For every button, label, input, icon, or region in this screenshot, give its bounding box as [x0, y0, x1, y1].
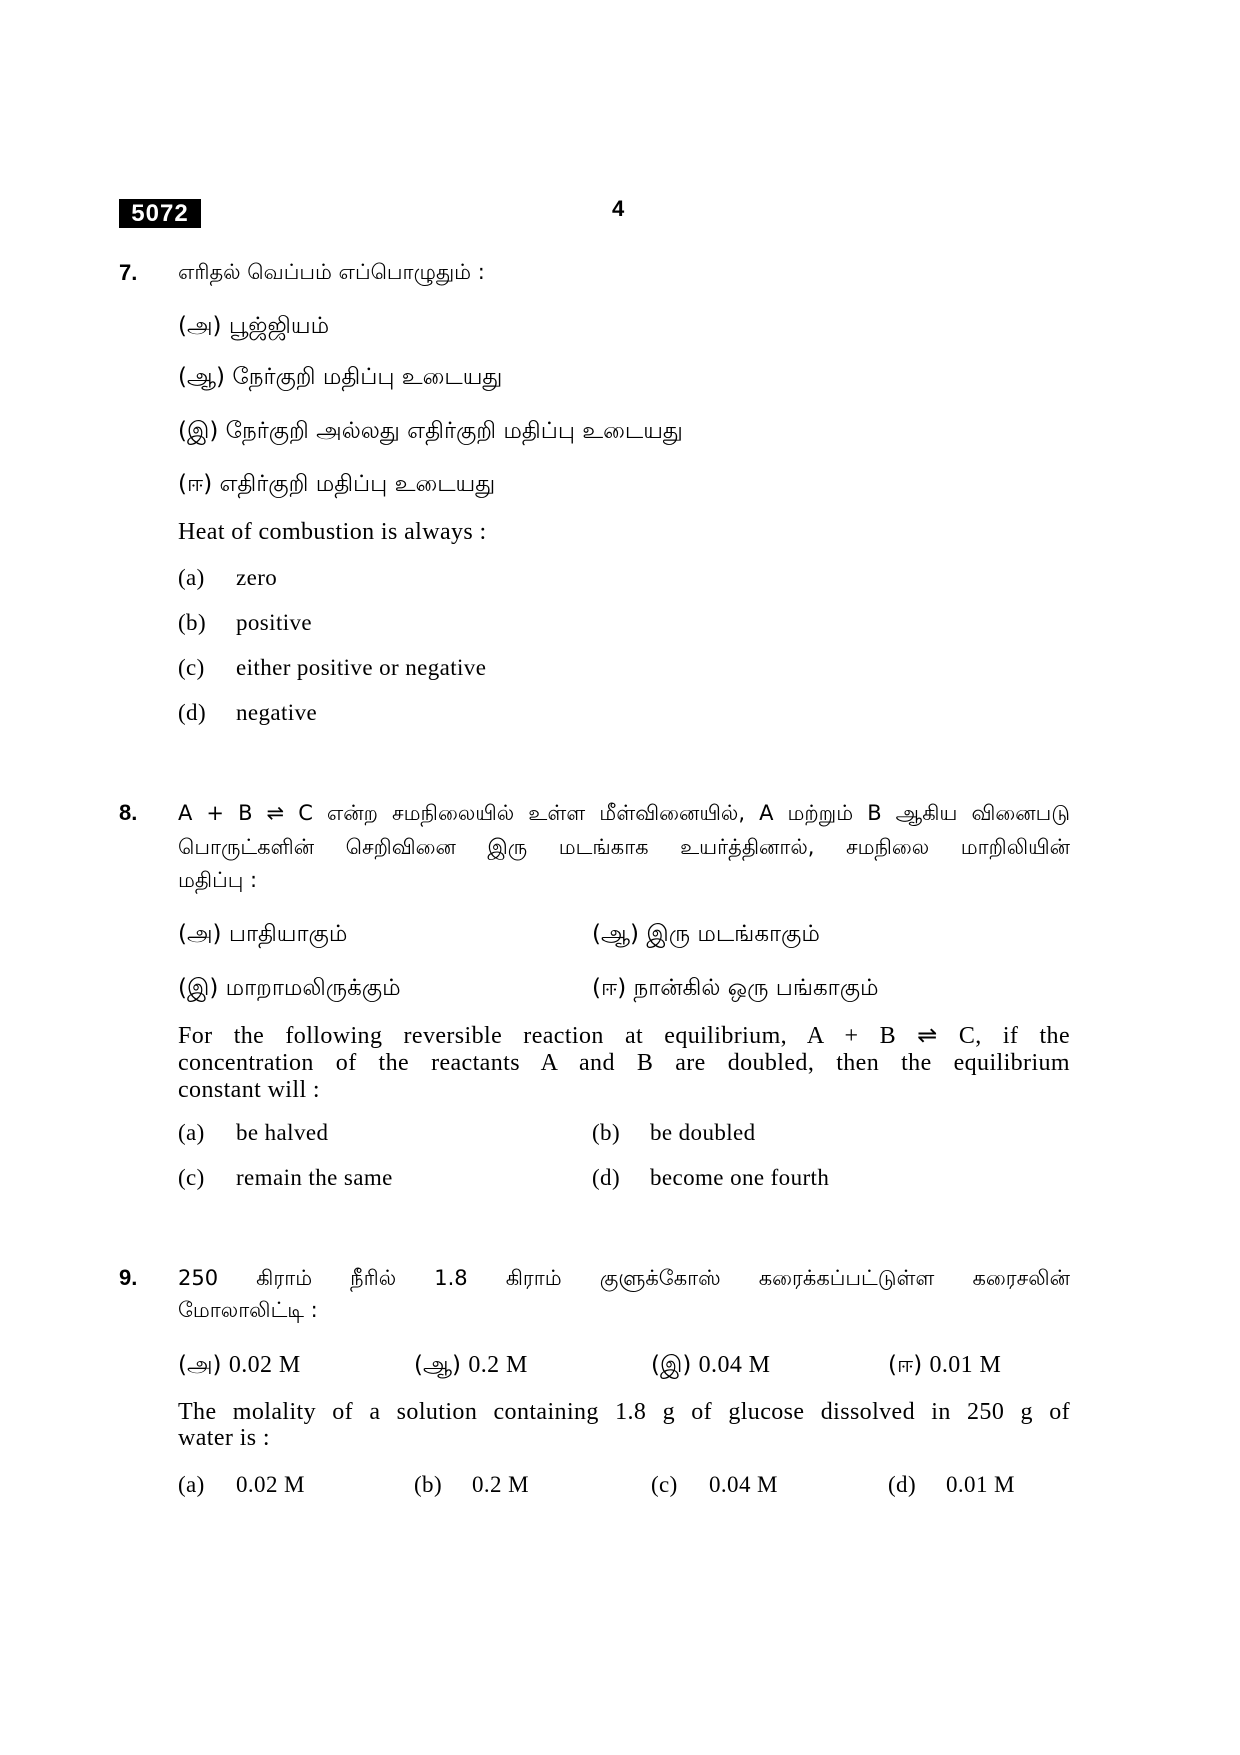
option-text: be halved	[236, 1120, 329, 1145]
question-7-english-option-d	[178, 700, 317, 726]
option-label: (d)	[888, 1472, 917, 1497]
question-8-english-stem-line-3: constant will :	[178, 1077, 320, 1103]
option-label: (a)	[178, 1472, 205, 1497]
option-text: remain the same	[236, 1165, 393, 1190]
question-9-english-option-b	[414, 1472, 529, 1498]
option-text: 0.01 M	[929, 1352, 1002, 1378]
option-label: (c)	[178, 1165, 205, 1190]
option-label: (இ)	[178, 418, 219, 444]
option-label: (ஆ)	[592, 921, 640, 947]
question-7-tamil-stem: எரிதல் வெப்பம் எப்பொழுதும் :	[178, 260, 485, 284]
option-text: எதிர்குறி மதிப்பு உடையது	[219, 471, 496, 497]
option-text: மாறாமலிருக்கும்	[225, 975, 401, 1001]
option-label: (இ)	[178, 975, 219, 1001]
option-text: பாதியாகும்	[228, 921, 348, 947]
question-7-english-option-a	[178, 565, 277, 591]
option-label: (அ)	[178, 921, 222, 947]
question-9-tamil-stem-line-2: மோலாலிட்டி :	[178, 1298, 318, 1322]
option-text: நேர்குறி மதிப்பு உடையது	[232, 364, 503, 390]
option-text: 0.01 M	[946, 1472, 1015, 1497]
option-text: either positive or negative	[236, 655, 487, 680]
question-9-english-stem-line-2: water is :	[178, 1425, 270, 1451]
question-9-number: 9.	[119, 1265, 138, 1290]
option-text: become one fourth	[650, 1165, 830, 1190]
option-label: (a)	[178, 1120, 205, 1145]
question-7-english-stem: Heat of combustion is always :	[178, 519, 487, 545]
option-label: (a)	[178, 565, 205, 590]
question-8-english-stem-line-1: For the following reversible reaction at equilibrium, A + B ⇌ C, if the	[178, 1023, 1070, 1049]
page-number: 4	[612, 196, 625, 221]
question-7-tamil-option-a	[178, 313, 329, 342]
option-text: 0.2 M	[468, 1352, 528, 1378]
option-label: (ஆ)	[178, 364, 226, 390]
question-8-english-option-a	[178, 1120, 328, 1146]
question-8-english-stem-line-2: concentration of the reactants A and B are doubled, then the equilibrium	[178, 1050, 1070, 1076]
question-9-english-option-a	[178, 1472, 305, 1498]
question-8-english-option-d	[592, 1165, 829, 1191]
question-8-tamil-stem-line-3: மதிப்பு :	[178, 868, 258, 892]
question-7-tamil-option-c	[178, 418, 683, 447]
option-text: 0.2 M	[472, 1472, 529, 1497]
question-9-english-stem-line-1: The molality of a solution containing 1.8 g of glucose dissolved in 250 g of	[178, 1399, 1070, 1425]
question-8-number: 8.	[119, 800, 138, 825]
option-label: (c)	[651, 1472, 678, 1497]
question-9-tamil-option-c	[651, 1352, 770, 1381]
question-9-english-option-d	[888, 1472, 1015, 1498]
option-text: be doubled	[650, 1120, 756, 1145]
option-text: zero	[236, 565, 278, 590]
question-8-tamil-stem-line-2: பொருட்களின் செறிவினை இரு மடங்காக உயர்த்தினால், சமநிலை மாறிலியின்	[178, 835, 1070, 859]
question-7-tamil-option-b	[178, 364, 502, 393]
option-text: பூஜ்ஜியம்	[228, 313, 330, 339]
option-text: 0.02 M	[236, 1472, 305, 1497]
option-label: (b)	[178, 610, 207, 635]
question-8-english-option-c	[178, 1165, 393, 1191]
option-text: positive	[236, 610, 313, 635]
option-text: நான்கில் ஒரு பங்காகும்	[633, 975, 879, 1001]
question-8-tamil-option-d	[592, 975, 879, 1004]
question-8-tamil-option-a	[178, 921, 347, 950]
option-label: (அ)	[178, 313, 222, 339]
option-label: (ஈ)	[592, 975, 627, 1001]
question-9-tamil-stem-line-1: 250 கிராம் நீரில் 1.8 கிராம் குளுக்கோஸ் கரைக்கப்பட்டுள்ள கரைசலின்	[178, 1266, 1070, 1290]
option-label: (இ)	[651, 1352, 692, 1378]
question-9-english-option-c	[651, 1472, 778, 1498]
paper-code-badge: 5072	[119, 199, 201, 228]
option-label: (c)	[178, 655, 205, 680]
option-text: negative	[236, 700, 318, 725]
option-label: (b)	[414, 1472, 443, 1497]
question-7-number: 7.	[119, 260, 138, 285]
option-text: 0.04 M	[709, 1472, 778, 1497]
question-8-tamil-option-b	[592, 921, 820, 950]
option-text: இரு மடங்காகும்	[646, 921, 820, 947]
question-9-tamil-option-a	[178, 1352, 301, 1381]
option-label: (ஈ)	[178, 471, 213, 497]
question-7-english-option-b	[178, 610, 312, 636]
option-label: (b)	[592, 1120, 621, 1145]
question-8-english-option-b	[592, 1120, 756, 1146]
option-text: 0.04 M	[698, 1352, 771, 1378]
question-9-tamil-option-b	[414, 1352, 528, 1381]
option-label: (ஈ)	[888, 1352, 923, 1378]
option-label: (ஆ)	[414, 1352, 462, 1378]
option-label: (d)	[592, 1165, 621, 1190]
option-text: 0.02 M	[228, 1352, 301, 1378]
question-7-tamil-option-d	[178, 471, 495, 500]
question-8-tamil-stem-line-1: A + B ⇌ C என்ற சமநிலையில் உள்ள மீள்வினையில், A மற்றும் B ஆகிய வினைபடு	[178, 801, 1070, 825]
question-7-english-option-c	[178, 655, 486, 681]
question-8-tamil-option-c	[178, 975, 401, 1004]
option-label: (அ)	[178, 1352, 222, 1378]
question-9-tamil-option-d	[888, 1352, 1001, 1381]
option-label: (d)	[178, 700, 207, 725]
option-text: நேர்குறி அல்லது எதிர்குறி மதிப்பு உடையது	[225, 418, 683, 444]
